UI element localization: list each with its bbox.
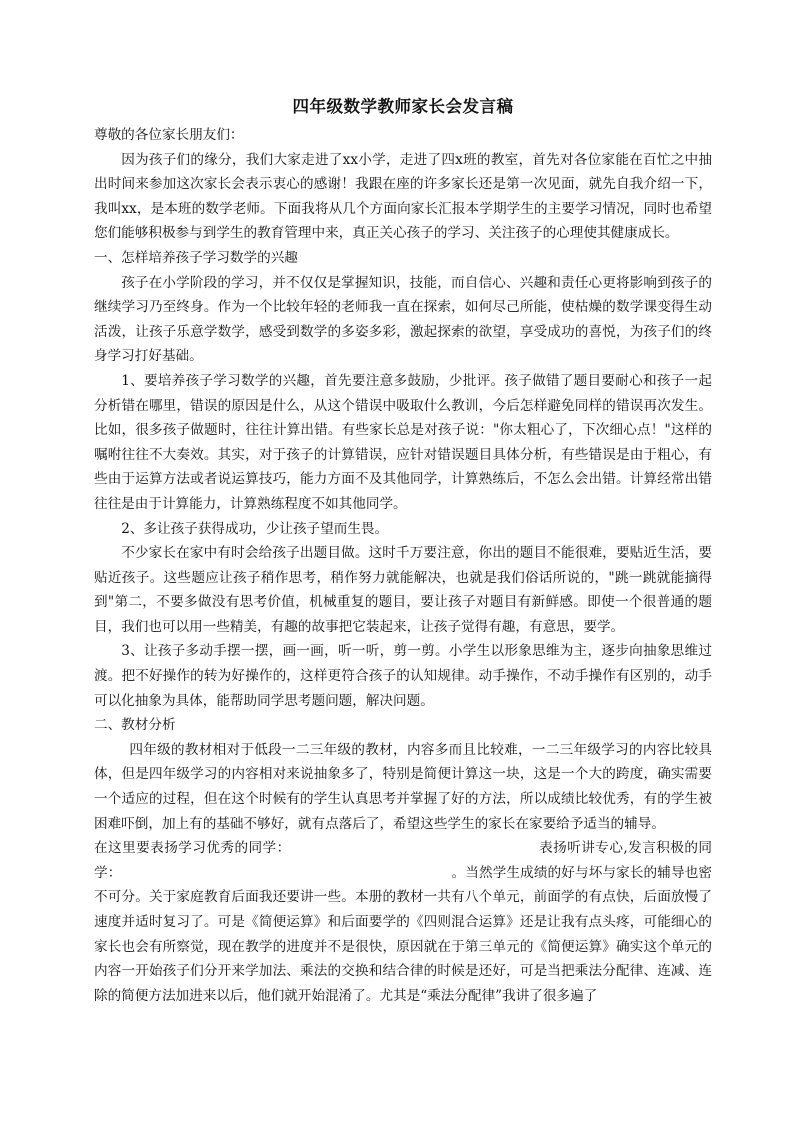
praise-text-a: 在这里要表扬学习优秀的同学： xyxy=(94,840,291,857)
section-heading-textbook: 二、教材分析 xyxy=(94,717,176,734)
praise-text-b: 表扬听讲专心,发言积极的同 xyxy=(538,840,712,857)
paragraph-success-subheading: 2、多让孩子获得成功，少让孩子望而生畏。 xyxy=(121,520,389,537)
greeting: 尊敬的各位家长朋友们： xyxy=(94,127,244,143)
document-title: 四年级数学教师家长会发言稿 xyxy=(292,97,514,116)
document-page xyxy=(94,92,712,1008)
paragraph-interest-overview: 孩子在小学阶段的学习，并不仅仅是掌握知识，技能，而自信心、兴趣和责任心更将影响到孩子的继续学习乃至终身。作为一个比较年轻的老师我一直在探索，如何尽己所能，使枯燥的数学课变得生动活泼，让孩子乐意学数学，感受到数学的多姿多彩，激起探索的欲望，享受成功的喜悦，为孩子们的终身学习打好基础。 xyxy=(94,274,712,365)
section-heading-interest: 一、怎样培养孩子学习数学的兴趣 xyxy=(94,249,298,266)
praise-text-c: 学： xyxy=(94,864,122,881)
paragraph-encourage: 1、要培养孩子学习数学的兴趣，首先要注意多鼓励，少批评。孩子做错了题目要耐心和孩子一起分析错在哪里，错误的原因是什么，从这个错误中吸取什么教训，今后怎样避免同样的错误再次发生。比如，很多孩子做题时，往往计算出错。有些家长总是对孩子说："你太粗心了，下次细心点！"这样的嘱咐往往不大奏效。其实，对于孩子的计算错误，应针对错误题目具体分析，有些错误是由于粗心，有些由于运算方法或者说运算技巧，能力方面不及其他同学，计算熟练后，不怎么会出错。计算经常出错往往是由于计算能力，计算熟练程度不如其他同学。 xyxy=(94,372,712,512)
intro-paragraph: 因为孩子们的缘分，我们大家走进了xx小学，走进了四x班的教室，首先对各位家能在百忙之中抽出时间来参加这次家长会表示衷心的感谢！我跟在座的许多家长还是第一次见面，就先自我介绍一下，我叫xx，是本班的数学老师。下面我将从几个方面向家长汇报本学期学生的主要学习情况，同时也希望您们能够积极参与到学生的教育管理中来，真正关心孩子的学习、关注孩子的心理使其健康成长。 xyxy=(94,151,712,242)
praise-text-d: 。当然学生成绩的好与坏与家长的辅导也密不可分。关于家庭教育后面我还要讲一些。本册的教材一共有八个单元，前面学的有点快，后面放慢了速度并适时复习了。可是《简便运算》和后面要学的《四则混合运算》还是让我有点头疼，可能细心的家长也会有所察觉，现在教学的进度并不是很快，原因就在于第三单元的《简便运算》确实这个单元的内容一开始孩子们分开来学加法、乘法的交换和结合律的时候是还好，可是当把乘法分配律、连减、连除的简便方法加进来以后，他们就开始混淆了。尤其是“乘法分配律”我讲了很多遍了 xyxy=(94,864,713,1004)
paragraph-praise xyxy=(94,836,712,1008)
paragraph-hands-on: 3、让孩子多动手摆一摆，画一画，听一听，剪一剪。小学生以形象思维为主，逐步向抽象思维过渡。把不好操作的转为好操作的，这样更符合孩子的认知规律。动手操作，不动手操作有区别的，动手可以化抽象为具体，能帮助同学思考题问题，解决问题。 xyxy=(94,643,712,709)
paragraph-home-exercises: 不少家长在家中有时会给孩子出题目做。这时千万要注意，你出的题目不能很难，要贴近生活，要贴近孩子。这些题应让孩子稍作思考，稍作努力就能解决，也就是我们俗话所说的，"跳一跳就能摘得到"第二，不要多做没有思考价值，机械重复的题目，要让孩子对题目有新鲜感。即使一个很普通的题目，我们也可以用一些精美，有趣的故事把它装起来，让孩子觉得有趣，有意思，要学。 xyxy=(94,545,712,635)
paragraph-textbook-analysis: 四年级的教材相对于低段一二三年级的教材，内容多而且比较难，一二三年级学习的内容比较具体，但是四年级学习的内容相对来说抽象多了，特别是简便计算这一块，这是一个大的跨度，确实需要一个适应的过程，但在这个时候有的学生认真思考并掌握了好的方法，所以成绩比较优秀，有的学生被困难吓倒，加上有的基础不够好，就有点落后了，希望这些学生的家长在家要给予适当的辅导。 xyxy=(94,741,712,832)
